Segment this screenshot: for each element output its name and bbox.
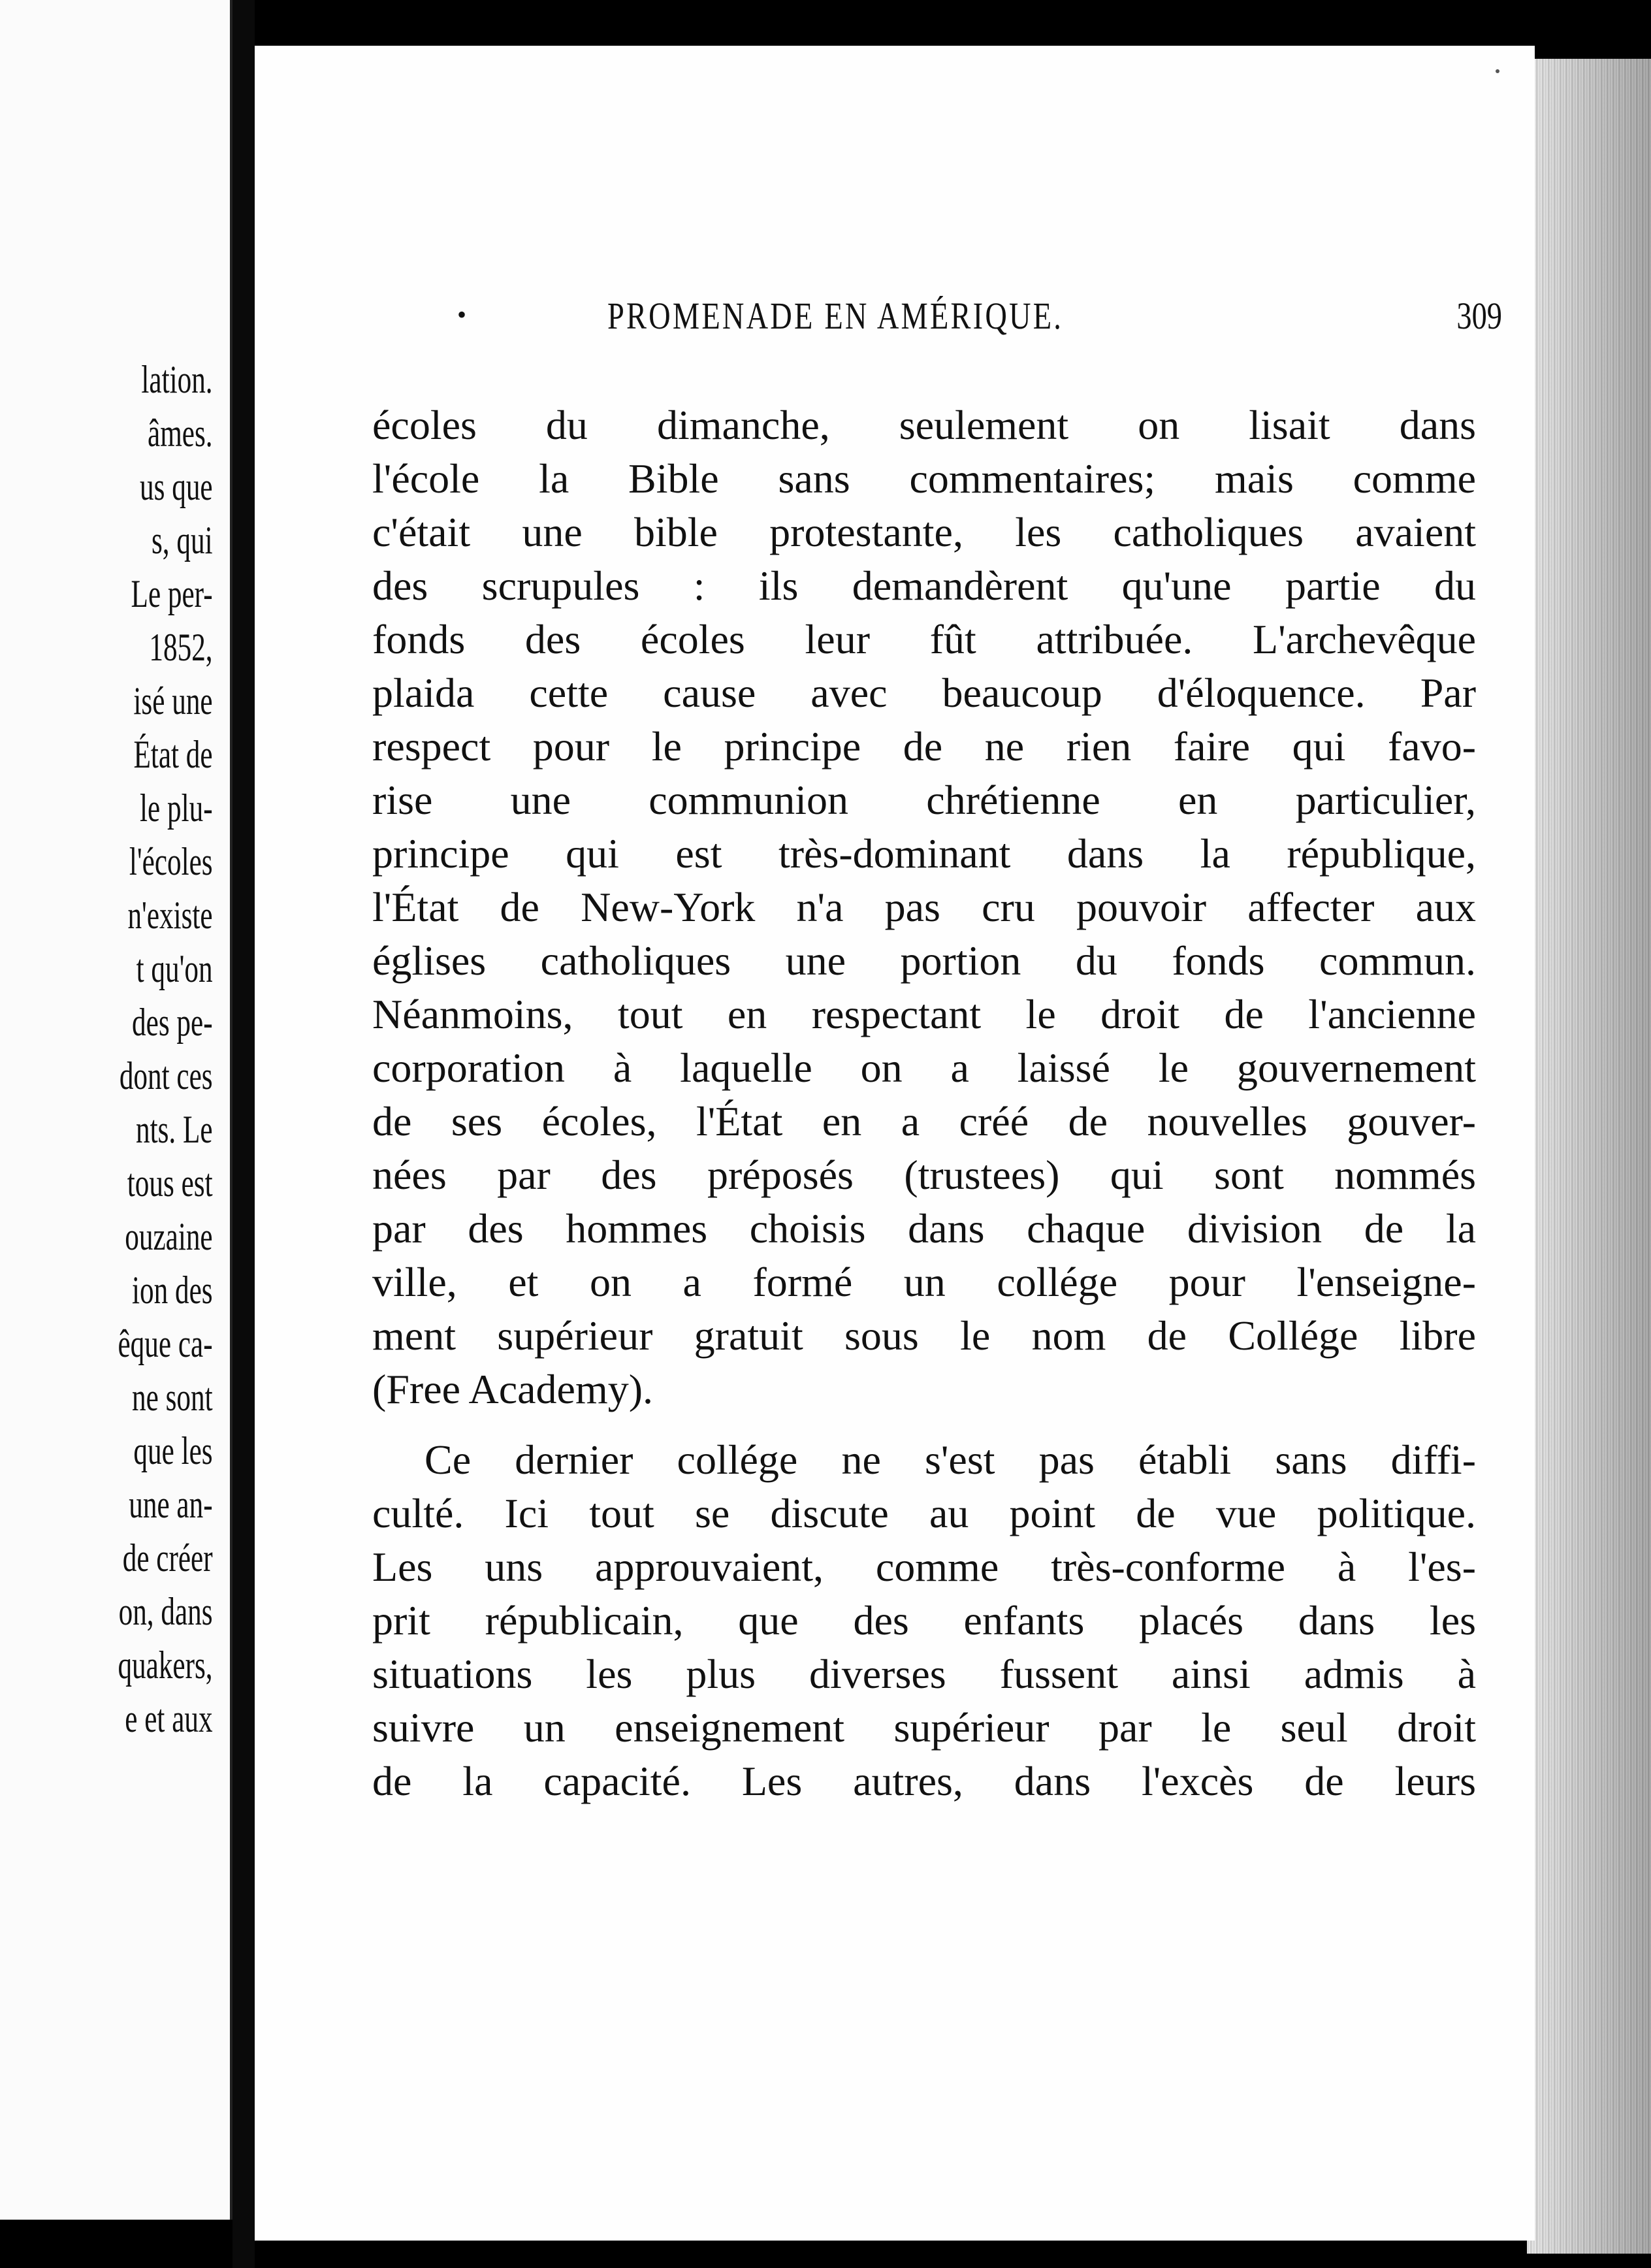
text-line: par des hommes choisis dans chaque division de la bbox=[372, 1205, 1476, 1252]
text-line: fonds des écoles leur fût attribuée. L'archevêque bbox=[372, 616, 1476, 662]
text-line: nées par des préposés (trustees) qui sont nommés bbox=[372, 1152, 1476, 1198]
text-line: t qu'on bbox=[136, 947, 213, 990]
page-header bbox=[255, 294, 1535, 346]
left-page-text bbox=[81, 353, 213, 1745]
text-line: situations les plus diverses fussent ainsi admis à bbox=[372, 1651, 1476, 1697]
text-line: n'existe bbox=[127, 894, 213, 937]
text-line: respect pour le principe de ne rien faire qui favo- bbox=[372, 723, 1476, 770]
header-mark: • bbox=[457, 300, 467, 329]
text-line: 1852, bbox=[149, 626, 213, 669]
text-line: des scrupules : ils demandèrent qu'une partie du bbox=[372, 562, 1476, 609]
right-page bbox=[255, 46, 1535, 2241]
speck bbox=[1496, 69, 1499, 73]
text-line: écoles du dimanche, seulement on lisait dans bbox=[372, 402, 1476, 448]
text-line: le plu- bbox=[140, 786, 213, 830]
page-edges bbox=[1527, 59, 1651, 2254]
text-line: s, qui bbox=[152, 519, 213, 562]
text-line: plaida cette cause avec beaucoup d'éloquence. Par bbox=[372, 670, 1476, 716]
text-line: suivre un enseignement supérieur par le seul droit bbox=[372, 1704, 1476, 1751]
text-line: lation. bbox=[141, 358, 213, 401]
text-line: corporation à laquelle on a laissé le gouvernement bbox=[372, 1045, 1476, 1091]
text-line: Les uns approuvaient, comme très-conforme à l'es- bbox=[372, 1544, 1476, 1590]
text-line: dont ces bbox=[120, 1054, 213, 1097]
text-line: c'était une bible protestante, les catholiques avaient bbox=[372, 509, 1476, 555]
text-line: État de bbox=[133, 733, 213, 776]
text-line: ne sont bbox=[132, 1376, 213, 1419]
running-head: PROMENADE EN AMÉRIQUE. bbox=[607, 295, 1064, 337]
text-line: principe qui est très-dominant dans la république, bbox=[372, 830, 1476, 877]
text-line: des pe- bbox=[132, 1001, 213, 1044]
text-line: ion des bbox=[132, 1269, 213, 1312]
text-line: Le per- bbox=[131, 572, 213, 615]
text-line: Ce dernier collége ne s'est pas établi sans diffi- bbox=[425, 1436, 1476, 1483]
text-line: e et aux bbox=[125, 1697, 213, 1740]
text-line: une an- bbox=[129, 1483, 213, 1526]
text-line: l'écoles bbox=[129, 840, 213, 883]
text-line: ment supérieur gratuit sous le nom de Collége libre bbox=[372, 1312, 1476, 1359]
text-line: quakers, bbox=[118, 1644, 213, 1687]
text-line: églises catholiques une portion du fonds commun. bbox=[372, 937, 1476, 984]
text-line: Néanmoins, tout en respectant le droit de l'ancienne bbox=[372, 991, 1476, 1037]
text-line: rise une communion chrétienne en particulier, bbox=[372, 777, 1476, 823]
text-line: êque ca- bbox=[118, 1322, 213, 1365]
book-gutter bbox=[232, 0, 255, 2268]
text-line: l'école la Bible sans commentaires; mais comme bbox=[372, 455, 1476, 502]
text-line: ville, et on a formé un collége pour l'enseigne- bbox=[372, 1259, 1476, 1305]
text-line: âmes. bbox=[148, 412, 213, 455]
text-line: que les bbox=[133, 1429, 213, 1472]
text-line: (Free Academy). bbox=[372, 1366, 654, 1412]
body-text bbox=[372, 398, 1476, 1808]
text-line: de créer bbox=[123, 1536, 213, 1580]
text-line: de ses écoles, l'État en a créé de nouvelles gouver- bbox=[372, 1098, 1476, 1144]
text-line: on, dans bbox=[119, 1590, 213, 1633]
text-line: prit républicain, que des enfants placés dans les bbox=[372, 1597, 1476, 1644]
text-line: nts. Le bbox=[136, 1108, 213, 1151]
text-line: l'État de New-York n'a pas cru pouvoir affecter aux bbox=[372, 884, 1476, 930]
text-line: isé une bbox=[133, 679, 213, 722]
text-line: tous est bbox=[127, 1161, 213, 1205]
text-line: us que bbox=[140, 465, 213, 508]
text-line: de la capacité. Les autres, dans l'excès de leurs bbox=[372, 1758, 1476, 1804]
text-line: culté. Ici tout se discute au point de vue politique. bbox=[372, 1490, 1476, 1536]
left-facing-page bbox=[0, 0, 232, 2220]
text-line: ouzaine bbox=[125, 1215, 213, 1258]
page-number: 309 bbox=[1456, 295, 1502, 337]
